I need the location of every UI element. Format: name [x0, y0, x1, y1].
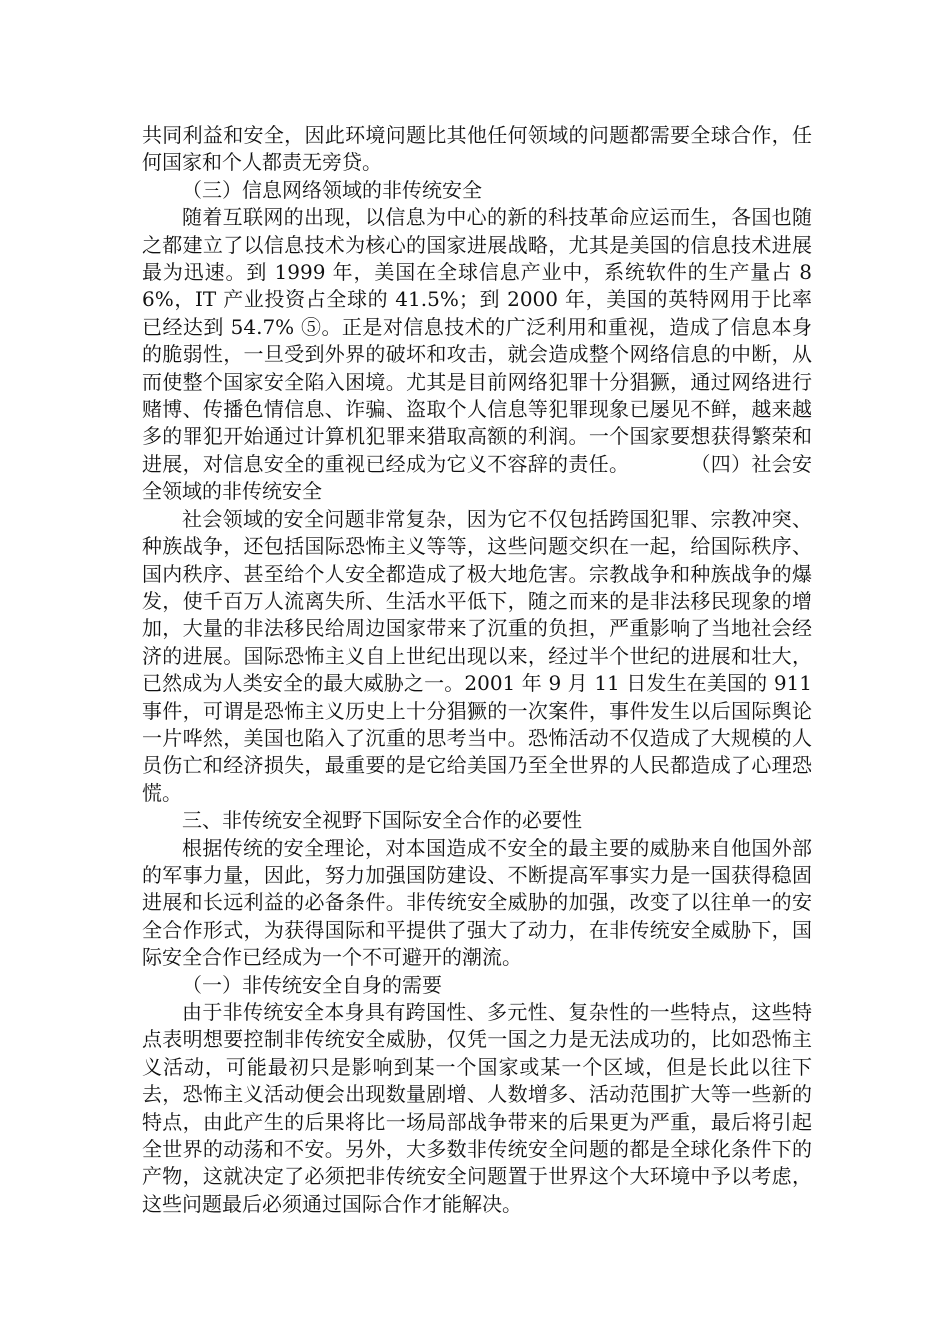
document-page — [142, 122, 812, 1218]
paragraph-information-security: 随着互联网的出现，以信息为中心的新的科技革命应运而生，各国也随之都建立了以信息技术为核心的国家进展战略，尤其是美国的信息技术进展最为迅速。到 1999 年，美国在全球信息产业中，系统软件的生产量占 86%，IT 产业投资占全球的 41.5%；到 2000 年，美国的英特网用于比率已经达到 54.7% ⑤。正是对信息技术的广泛利用和重视，造成了信息本身的脆弱性，一旦受到外界的破坏和攻击，就会造成整个网络信息的中断，从而使整个国家安全陷入困境。尤其是目前网络犯罪十分猖獗，通过网络进行赌博、传播色情信息、诈骗、盗取个人信息等犯罪现象已屡见不鲜，越来越多的罪犯开始通过计算机犯罪来猎取高额的利润。一个国家要想获得繁荣和进展，对信息安全的重视已经成为它义不容辞的责任。 （四）社会安全领域的非传统安全 — [142, 205, 812, 504]
section-heading-intrinsic-needs: （一）非传统安全自身的需要 — [182, 972, 442, 997]
section-heading-information-network: （三）信息网络领域的非传统安全 — [182, 177, 482, 202]
paragraph-environment-conclusion: 共同利益和安全，因此环境问题比其他任何领域的问题都需要全球合作，任何国家和个人都责无旁贷。 — [142, 123, 812, 175]
paragraph-traditional-security-theory: 根据传统的安全理论，对本国造成不安全的最主要的威胁来自他国外部的军事力量，因此，努力加强国防建设、不断提高军事实力是一国获得稳固进展和长远利益的必备条件。非传统安全威胁的加强，改变了以往单一的安全合作形式，为获得国际和平提供了强大了动力，在非传统安全威胁下，国际安全合作已经成为一个不可避开的潮流。 — [142, 835, 812, 970]
section-heading-cooperation-necessity: 三、非传统安全视野下国际安全合作的必要性 — [182, 808, 582, 833]
paragraph-nontraditional-characteristics: 由于非传统安全本身具有跨国性、多元性、复杂性的一些特点，这些特点表明想要控制非传统安全威胁，仅凭一国之力是无法成功的，比如恐怖主义活动，可能最初只是影响到某一个国家或某一个区域，但是长此以往下去，恐怖主义活动便会出现数量剧增、人数增多、活动范围扩大等一些新的特点，由此产生的后果将比一场局部战争带来的后果更为严重，最后将引起全世界的动荡和不安。另外，大多数非传统安全问题的都是全球化条件下的产物，这就决定了必须把非传统安全问题置于世界这个大环境中予以考虑，这些问题最后必须通过国际合作才能解决。 — [142, 1000, 812, 1216]
paragraph-social-security: 社会领域的安全问题非常复杂，因为它不仅包括跨国犯罪、宗教冲突、种族战争，还包括国际恐怖主义等等，这些问题交织在一起，给国际秩序、国内秩序、甚至给个人安全都造成了极大地危害。宗教战争和种族战争的爆发，使千百万人流离失所、生活水平低下，随之而来的是非法移民现象的增加，大量的非法移民给周边国家带来了沉重的负担，严重影响了当地社会经济的进展。国际恐怖主义自上世纪出现以来，经过半个世纪的进展和壮大，已然成为人类安全的最大威胁之一。2001 年 9 月 11 日发生在美国的 911 事件，可谓是恐怖主义历史上十分猖獗的一次案件，事件发生以后国际舆论一片哗然，美国也陷入了沉重的思考当中。恐怖活动不仅造成了大规模的人员伤亡和经济损失，最重要的是它给美国乃至全世界的人民都造成了心理恐慌。 — [142, 506, 812, 805]
